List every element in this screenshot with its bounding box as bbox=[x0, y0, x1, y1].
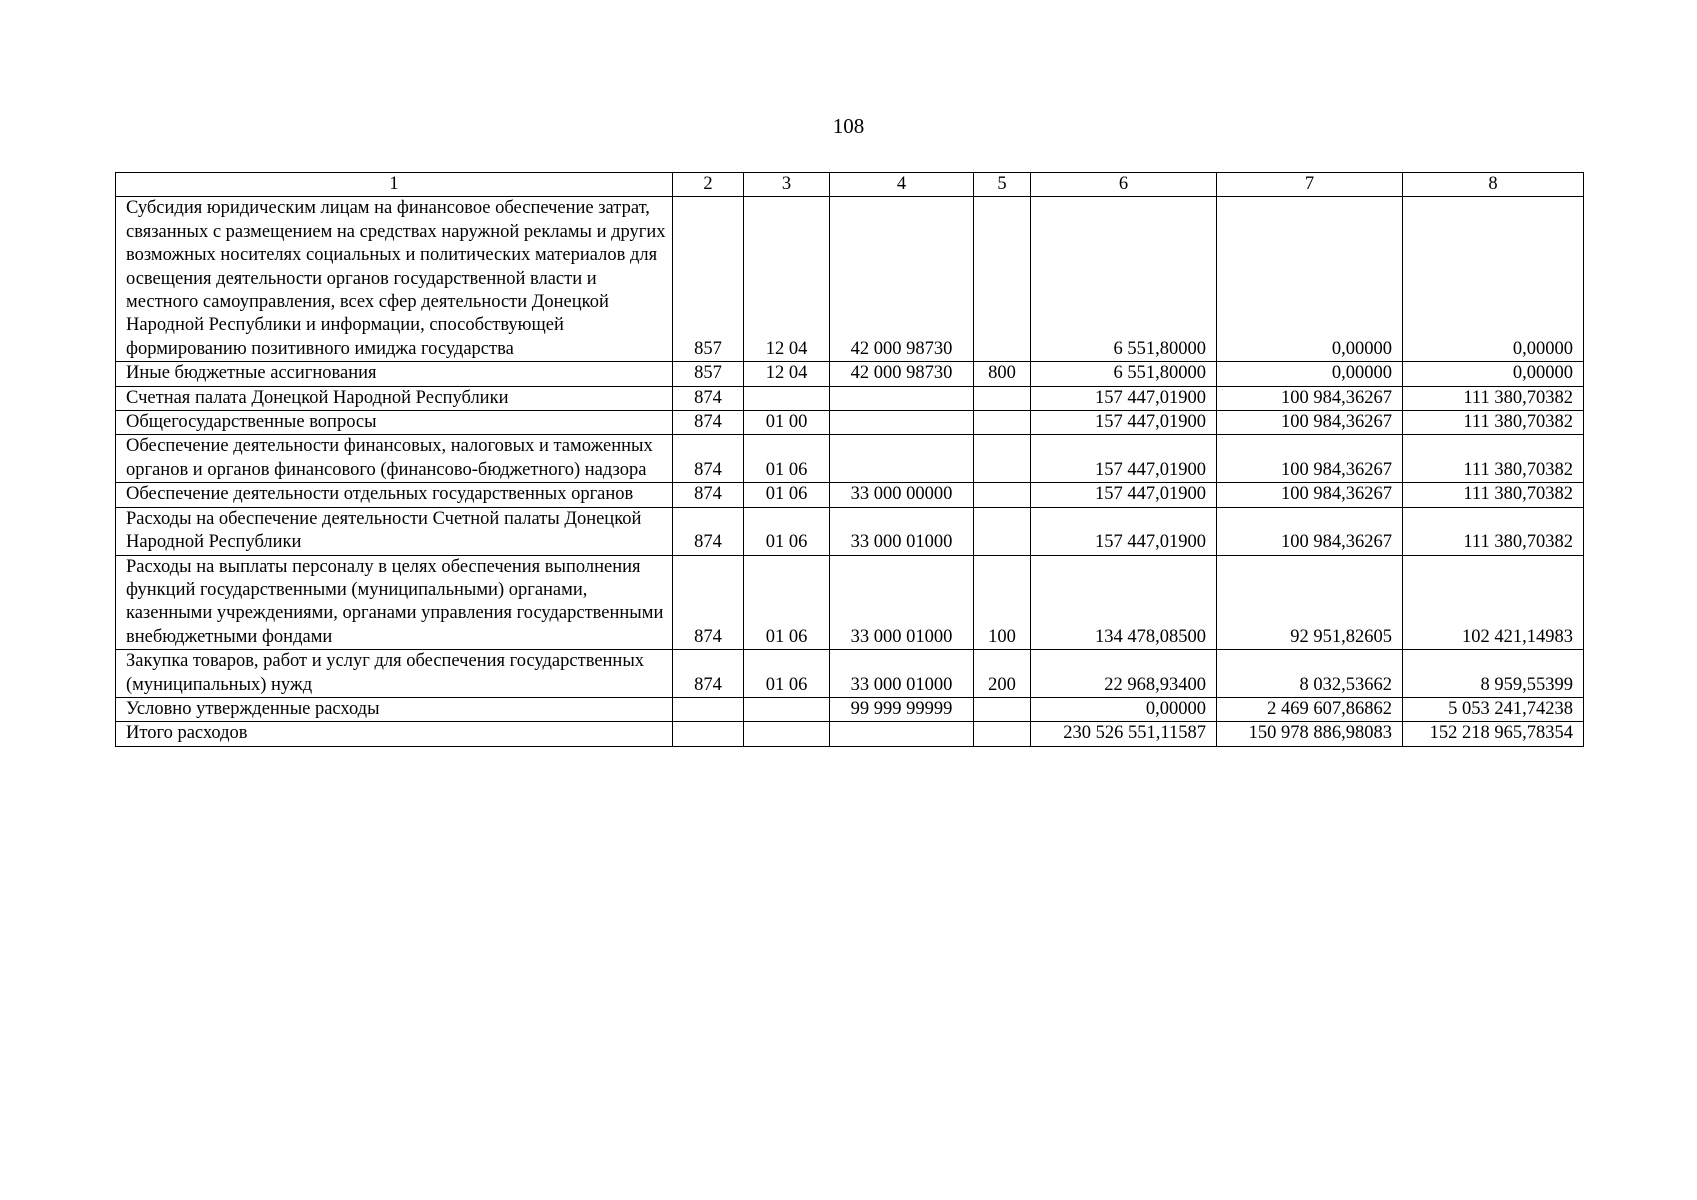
cell-section-code: 01 06 bbox=[744, 555, 830, 650]
cell-amount-col8: 111 380,70382 bbox=[1403, 507, 1584, 555]
cell-amount-col8: 5 053 241,74238 bbox=[1403, 697, 1584, 721]
cell-name: Счетная палата Донецкой Народной Республики bbox=[116, 386, 673, 410]
cell-section-code: 01 06 bbox=[744, 650, 830, 698]
cell-amount-col6: 0,00000 bbox=[1031, 697, 1217, 721]
cell-ministry-code: 874 bbox=[673, 507, 744, 555]
cell-target-article: 33 000 01000 bbox=[830, 507, 974, 555]
cell-amount-col8: 102 421,14983 bbox=[1403, 555, 1584, 650]
column-header-4: 4 bbox=[830, 173, 974, 197]
cell-ministry-code: 874 bbox=[673, 386, 744, 410]
cell-amount-col6: 6 551,80000 bbox=[1031, 197, 1217, 362]
cell-amount-col6: 157 447,01900 bbox=[1031, 483, 1217, 507]
cell-amount-col8: 111 380,70382 bbox=[1403, 411, 1584, 435]
cell-expense-type bbox=[974, 386, 1031, 410]
cell-amount-col6: 6 551,80000 bbox=[1031, 362, 1217, 386]
cell-amount-col7: 0,00000 bbox=[1217, 362, 1403, 386]
cell-amount-col6: 157 447,01900 bbox=[1031, 435, 1217, 483]
cell-amount-col6: 230 526 551,11587 bbox=[1031, 722, 1217, 746]
cell-amount-col8: 0,00000 bbox=[1403, 362, 1584, 386]
table-row bbox=[116, 411, 1584, 435]
cell-name: Общегосударственные вопросы bbox=[116, 411, 673, 435]
table-row bbox=[116, 697, 1584, 721]
cell-name: Обеспечение деятельности финансовых, налоговых и таможенных органов и органов финансового (финансово-бюджетного) надзора bbox=[116, 435, 673, 483]
cell-section-code: 01 06 bbox=[744, 483, 830, 507]
header-row bbox=[116, 173, 1584, 197]
cell-amount-col7: 100 984,36267 bbox=[1217, 411, 1403, 435]
cell-target-article: 33 000 01000 bbox=[830, 555, 974, 650]
budget-table bbox=[115, 172, 1584, 747]
cell-section-code: 12 04 bbox=[744, 362, 830, 386]
table-row bbox=[116, 555, 1584, 650]
table-row bbox=[116, 507, 1584, 555]
cell-ministry-code: 874 bbox=[673, 411, 744, 435]
cell-amount-col6: 157 447,01900 bbox=[1031, 507, 1217, 555]
table-header bbox=[116, 173, 1584, 197]
cell-ministry-code: 874 bbox=[673, 555, 744, 650]
cell-expense-type bbox=[974, 722, 1031, 746]
column-header-1: 1 bbox=[116, 173, 673, 197]
cell-target-article bbox=[830, 435, 974, 483]
cell-amount-col7: 100 984,36267 bbox=[1217, 483, 1403, 507]
table-row bbox=[116, 483, 1584, 507]
cell-section-code bbox=[744, 386, 830, 410]
cell-amount-col8: 0,00000 bbox=[1403, 197, 1584, 362]
cell-expense-type bbox=[974, 507, 1031, 555]
table-body bbox=[116, 197, 1584, 746]
cell-amount-col7: 2 469 607,86862 bbox=[1217, 697, 1403, 721]
cell-name: Расходы на обеспечение деятельности Счетной палаты Донецкой Народной Республики bbox=[116, 507, 673, 555]
cell-target-article: 33 000 01000 bbox=[830, 650, 974, 698]
cell-amount-col8: 111 380,70382 bbox=[1403, 435, 1584, 483]
cell-ministry-code: 857 bbox=[673, 197, 744, 362]
cell-amount-col7: 0,00000 bbox=[1217, 197, 1403, 362]
cell-name: Итого расходов bbox=[116, 722, 673, 746]
cell-target-article bbox=[830, 386, 974, 410]
cell-target-article: 33 000 00000 bbox=[830, 483, 974, 507]
cell-section-code: 01 00 bbox=[744, 411, 830, 435]
cell-section-code: 01 06 bbox=[744, 435, 830, 483]
cell-name: Закупка товаров, работ и услуг для обеспечения государственных (муниципальных) нужд bbox=[116, 650, 673, 698]
cell-amount-col7: 8 032,53662 bbox=[1217, 650, 1403, 698]
cell-ministry-code bbox=[673, 697, 744, 721]
cell-expense-type: 100 bbox=[974, 555, 1031, 650]
table-row bbox=[116, 362, 1584, 386]
cell-name: Обеспечение деятельности отдельных государственных органов bbox=[116, 483, 673, 507]
cell-section-code: 01 06 bbox=[744, 507, 830, 555]
cell-target-article: 42 000 98730 bbox=[830, 197, 974, 362]
cell-amount-col8: 152 218 965,78354 bbox=[1403, 722, 1584, 746]
cell-ministry-code: 874 bbox=[673, 435, 744, 483]
cell-amount-col6: 157 447,01900 bbox=[1031, 386, 1217, 410]
cell-expense-type bbox=[974, 483, 1031, 507]
column-header-2: 2 bbox=[673, 173, 744, 197]
cell-expense-type bbox=[974, 411, 1031, 435]
column-header-3: 3 bbox=[744, 173, 830, 197]
cell-ministry-code: 857 bbox=[673, 362, 744, 386]
cell-expense-type bbox=[974, 697, 1031, 721]
cell-expense-type: 800 bbox=[974, 362, 1031, 386]
cell-ministry-code bbox=[673, 722, 744, 746]
cell-target-article bbox=[830, 411, 974, 435]
cell-amount-col8: 111 380,70382 bbox=[1403, 386, 1584, 410]
cell-name: Субсидия юридическим лицам на финансовое обеспечение затрат, связанных с размещением на средствах наружной рекламы и других возможных носителях социальных и политических материалов для освещения деятельности органов государственной власти и местного самоуправления, всех сфер деятельности Донецкой Народной Республики и информации, способствующей формированию позитивного имиджа государства bbox=[116, 197, 673, 362]
table-row bbox=[116, 197, 1584, 362]
cell-amount-col8: 8 959,55399 bbox=[1403, 650, 1584, 698]
cell-amount-col7: 150 978 886,98083 bbox=[1217, 722, 1403, 746]
cell-expense-type: 200 bbox=[974, 650, 1031, 698]
column-header-7: 7 bbox=[1217, 173, 1403, 197]
cell-name: Условно утвержденные расходы bbox=[116, 697, 673, 721]
cell-section-code: 12 04 bbox=[744, 197, 830, 362]
cell-expense-type bbox=[974, 197, 1031, 362]
cell-amount-col7: 100 984,36267 bbox=[1217, 386, 1403, 410]
cell-target-article: 99 999 99999 bbox=[830, 697, 974, 721]
column-header-8: 8 bbox=[1403, 173, 1584, 197]
cell-amount-col7: 100 984,36267 bbox=[1217, 435, 1403, 483]
cell-section-code bbox=[744, 697, 830, 721]
cell-name: Расходы на выплаты персоналу в целях обеспечения выполнения функций государственными (муниципальными) органами, казенными учреждениями, органами управления государственными внебюджетными фондами bbox=[116, 555, 673, 650]
cell-section-code bbox=[744, 722, 830, 746]
cell-ministry-code: 874 bbox=[673, 483, 744, 507]
cell-expense-type bbox=[974, 435, 1031, 483]
cell-amount-col7: 100 984,36267 bbox=[1217, 507, 1403, 555]
cell-amount-col6: 134 478,08500 bbox=[1031, 555, 1217, 650]
cell-amount-col7: 92 951,82605 bbox=[1217, 555, 1403, 650]
cell-amount-col6: 22 968,93400 bbox=[1031, 650, 1217, 698]
cell-name: Иные бюджетные ассигнования bbox=[116, 362, 673, 386]
table-row bbox=[116, 386, 1584, 410]
column-header-6: 6 bbox=[1031, 173, 1217, 197]
table-row bbox=[116, 722, 1584, 746]
table-row bbox=[116, 650, 1584, 698]
cell-amount-col6: 157 447,01900 bbox=[1031, 411, 1217, 435]
cell-target-article bbox=[830, 722, 974, 746]
page-number: 108 bbox=[832, 114, 865, 138]
column-header-5: 5 bbox=[974, 173, 1031, 197]
table-row bbox=[116, 435, 1584, 483]
cell-amount-col8: 111 380,70382 bbox=[1403, 483, 1584, 507]
cell-ministry-code: 874 bbox=[673, 650, 744, 698]
cell-target-article: 42 000 98730 bbox=[830, 362, 974, 386]
